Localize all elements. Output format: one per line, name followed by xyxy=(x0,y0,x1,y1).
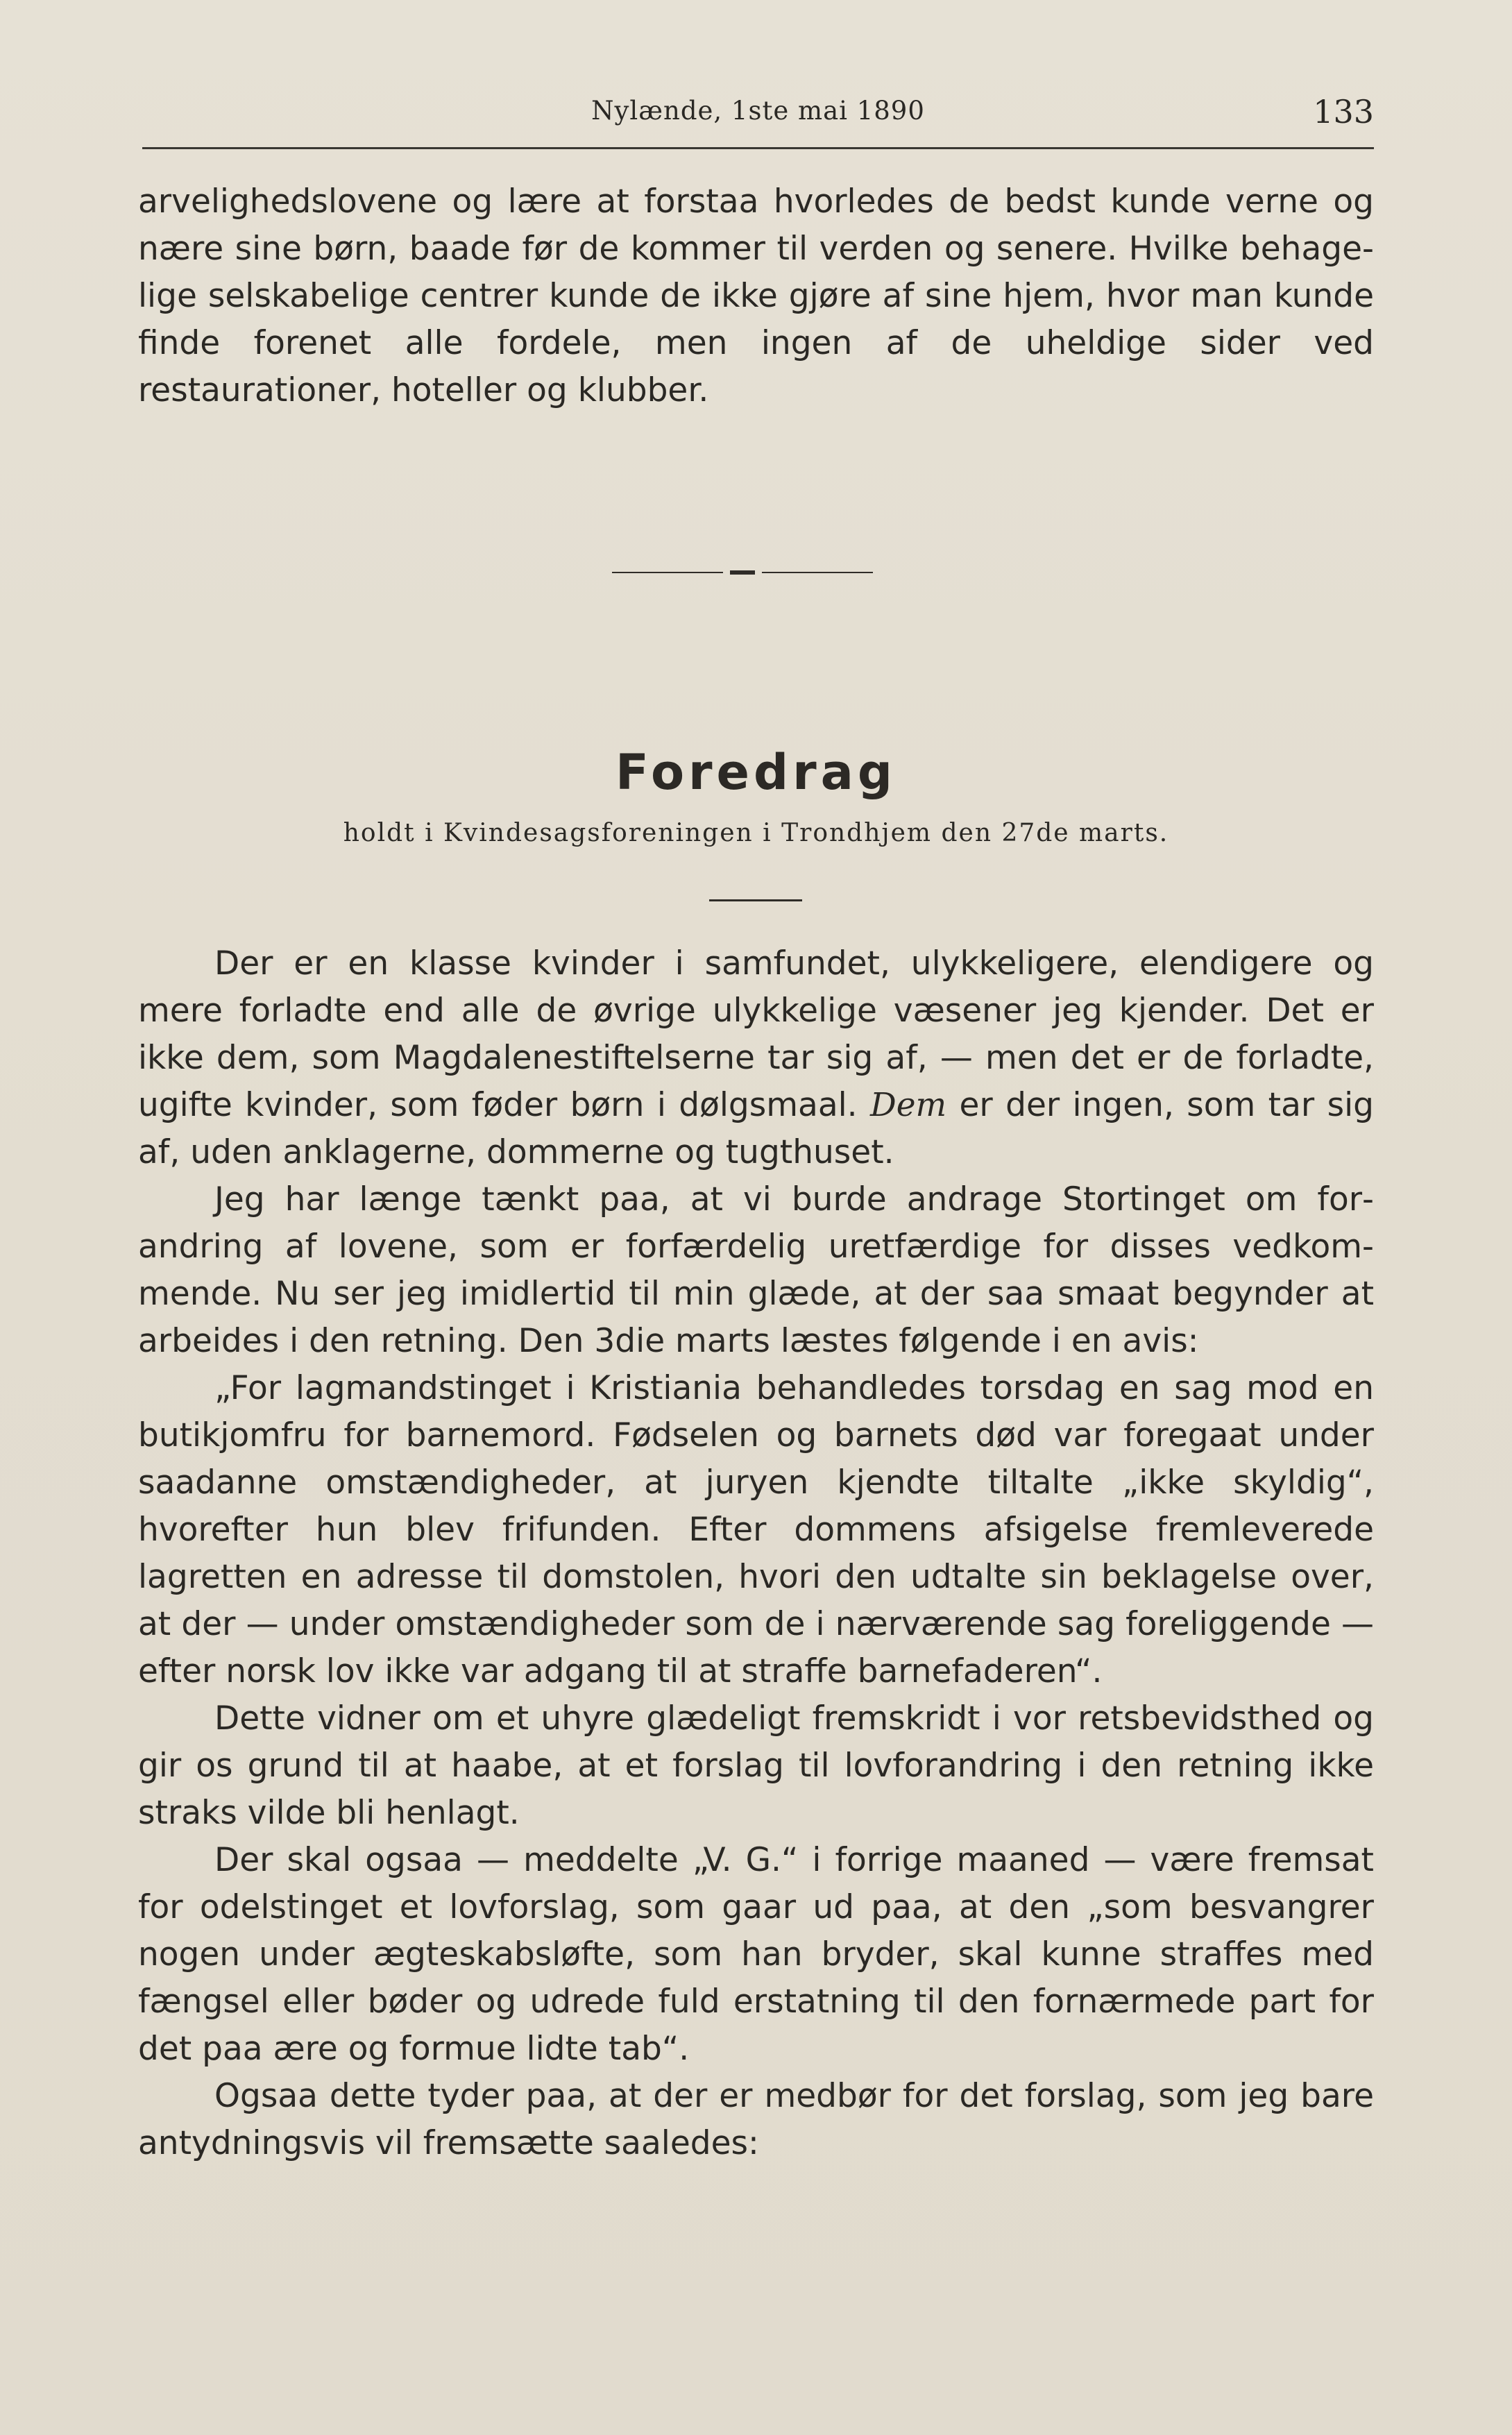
lecture-paragraph-5: Der skal ogsaa — meddelte „V. G.“ i forrige maaned — være fremsat for odelstinget et lovforslag, som gaar ud paa, at den „som besvangrer nogen under ægteskabsløfte, som han bryder, skal kunne straffes med fængsel eller bøder og udrede fuld erstatning til den fornærmede part for det paa ære og formue lidte tab“. xyxy=(138,1841,1374,2068)
lecture-paragraph-2: Jeg har længe tænkt paa, at vi burde andrage Stortinget om forandring af lovene, som er forfærdelig uretfærdige for disses vedkommende. Nu ser jeg imidlertid til min glæde, at der saa smaat begynder at arbeides i den retning. Den 3die marts læstes følgende i en avis: xyxy=(138,1180,1374,1360)
page-number: 133 xyxy=(1313,93,1374,130)
section-divider-ornament xyxy=(612,570,873,575)
intro-text xyxy=(138,178,1374,414)
title-rule xyxy=(709,899,802,901)
running-head: Nylænde, 1ste mai 1890 xyxy=(591,96,925,126)
lecture-paragraph-1 xyxy=(138,940,1374,1176)
lecture-paragraph-3: „For lagmandstinget i Kristiania behandledes torsdag en sag mod en butikjomfru for barnemord. Fødselen og barnets død var foregaat under saadanne omstændigheder, at juryen kjendte tiltalte „ikke skyldig“, hvorefter hun blev frifunden. Efter dommens afsigelse fremleverede lagretten en adresse til domstolen, hvori den udtalte sin beklagelse over, at der — under omstændigheder som de i nærværende sag foreliggende — efter norsk lov ikke var adgang til at straffe barnefaderen“. xyxy=(138,1369,1374,1690)
paragraph-1-emphasis: Dem xyxy=(870,1086,947,1124)
lecture-text xyxy=(138,940,1374,2167)
paragraph-1-text-a: Der er en klasse kvinder i samfundet, ulykkeligere, elendigere og mere forladte end alle de øvrige ulykkelige væsener jeg kjender. Det er ikke dem, som Magdalenestiftelserne tar sig af, — men det er de forladte, ugifte kvinder, som føder børn i dølgsmaal. xyxy=(138,944,1374,1124)
lecture-title: Foredrag xyxy=(615,744,897,801)
lecture-paragraph-4: Dette vidner om et uhyre glædeligt fremskridt i vor retsbevidsthed og gir os grund til at haabe, at et forslag til lovforandring i den retning ikke straks vilde bli henlagt. xyxy=(138,1699,1374,1832)
lecture-paragraph-6: Ogsaa dette tyder paa, at der er medbør for det forslag, som jeg bare antydningsvis vil fremsætte saaledes: xyxy=(138,2077,1374,2162)
lecture-subtitle: holdt i Kvindesagsforeningen i Trondhjem den 27de marts. xyxy=(343,819,1169,847)
intro-paragraph: arvelighedslovene og lære at forstaa hvorledes de bedst kunde verne og nære sine børn, baade før de kommer til verden og senere. Hvilke behagelige selskabelige centrer kunde de ikke gjøre af sine hjem, hvor man kunde finde forenet alle fordele, men ingen af de uheldige sider ved restaurationer, hoteller og klubber. xyxy=(138,183,1374,409)
paragraph-1-text-b: er der ingen, som tar sig af, uden anklagerne, dommerne og tugthuset. xyxy=(138,1086,1374,1171)
page-header xyxy=(142,86,1374,149)
